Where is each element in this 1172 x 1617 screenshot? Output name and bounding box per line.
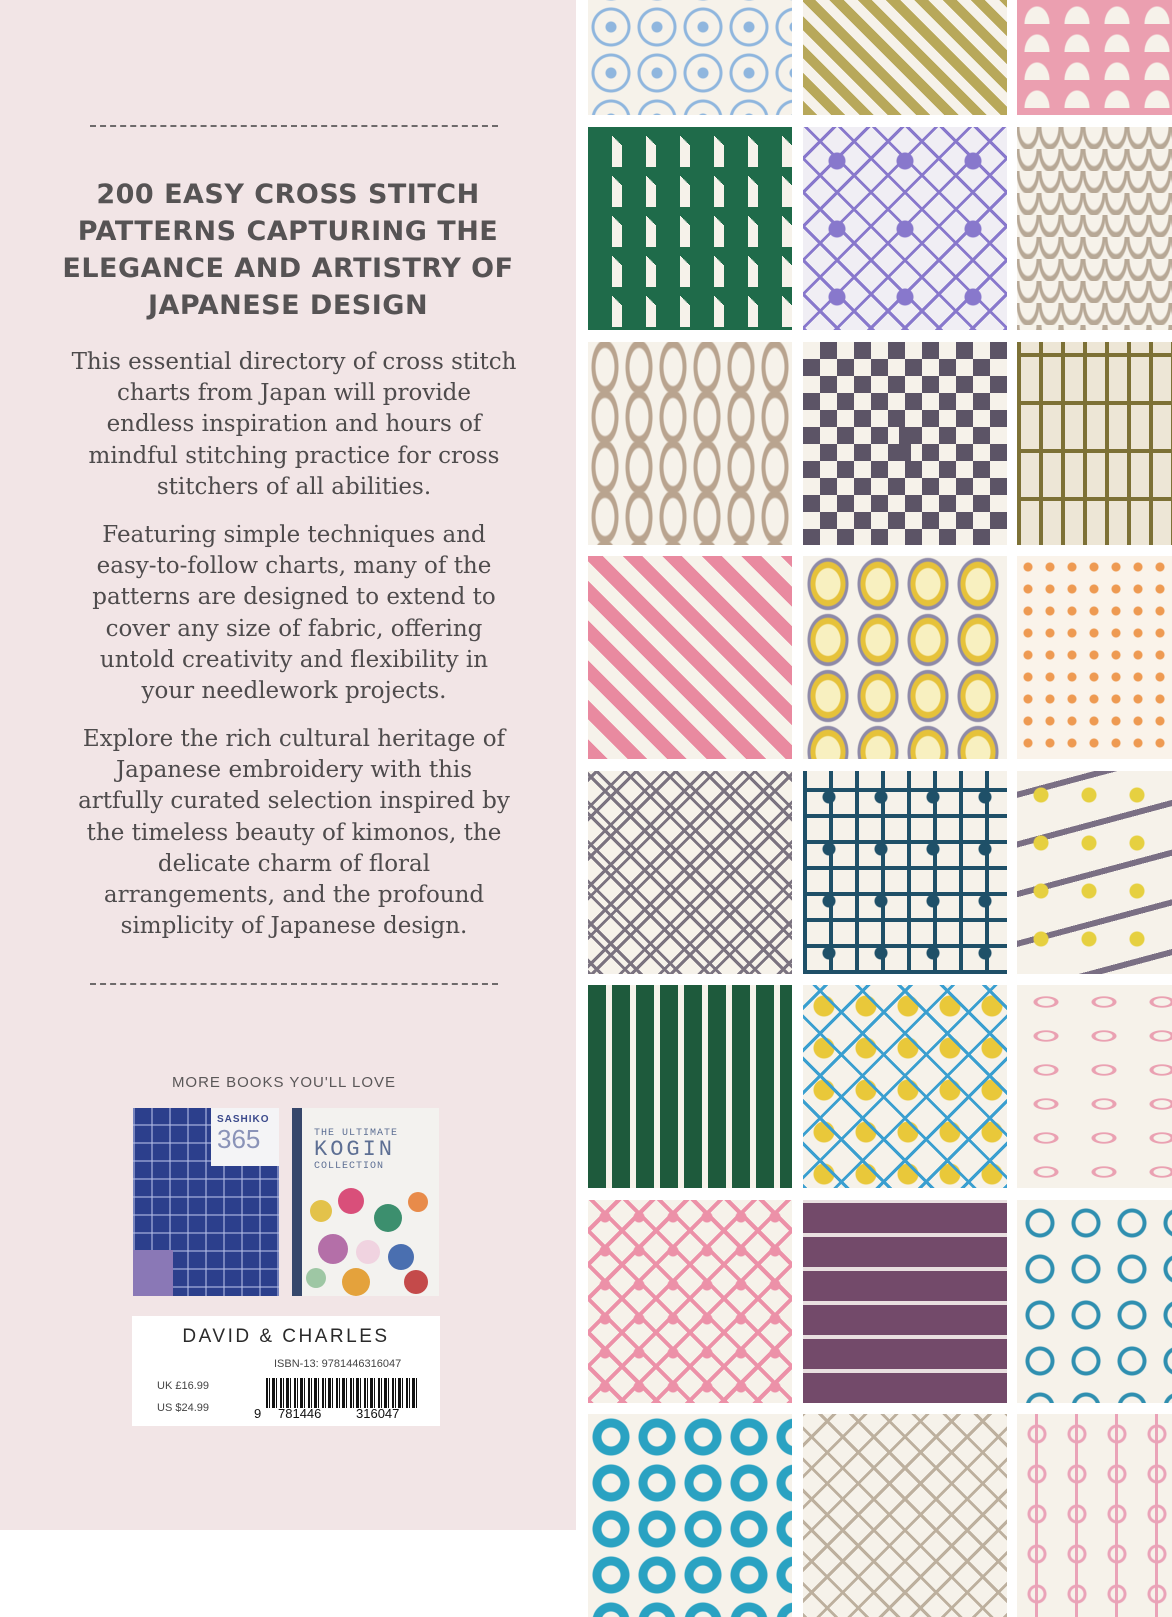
book-cover-kogin[interactable]	[292, 1108, 439, 1296]
thread-ball-icon	[310, 1200, 332, 1222]
pattern-tile	[588, 0, 792, 115]
pattern-tile	[1017, 771, 1172, 974]
book-title-small: SASHIKO	[217, 1114, 270, 1125]
pattern-tile	[803, 127, 1007, 330]
book-spine	[292, 1108, 302, 1296]
thread-ball-icon	[318, 1234, 348, 1264]
book-cover-sashiko-title	[211, 1108, 279, 1166]
book-title-top: THE ULTIMATE	[314, 1128, 399, 1139]
bottom-dashed-divider	[90, 983, 498, 985]
pattern-tile	[588, 556, 792, 759]
price-uk: UK £16.99	[157, 1380, 209, 1392]
top-dashed-divider	[90, 125, 498, 127]
book-cover-stripe	[133, 1250, 173, 1296]
barcode-digits-group2: 316047	[356, 1406, 400, 1421]
barcode-image	[266, 1378, 418, 1408]
pattern-tile	[803, 985, 1007, 1188]
barcode-box	[132, 1316, 440, 1426]
pattern-tile	[1017, 985, 1172, 1188]
pattern-tile	[1017, 1414, 1172, 1617]
pattern-tile	[588, 1414, 792, 1617]
pattern-tile	[803, 1200, 1007, 1403]
barcode-digit-lead: 9	[254, 1406, 262, 1421]
pattern-tile	[588, 342, 792, 545]
book-title-bottom: COLLECTION	[314, 1161, 385, 1172]
book-title-mid: KOGIN	[314, 1137, 396, 1162]
pattern-tile	[803, 0, 1007, 115]
book-cover-sashiko[interactable]	[133, 1108, 279, 1296]
pattern-tile	[1017, 342, 1172, 545]
pattern-tile	[1017, 556, 1172, 759]
pattern-tile	[588, 127, 792, 330]
thread-ball-icon	[306, 1268, 326, 1288]
more-books-label: MORE BOOKS YOU'LL LOVE	[171, 1074, 397, 1091]
pattern-tile	[803, 1414, 1007, 1617]
pattern-tile	[588, 1200, 792, 1403]
paragraph-intro: This essential directory of cross stitch charts from Japan will provide endless inspiration and hours of mindful stitching practice for cross stitchers of all abilities.	[71, 349, 517, 500]
thread-ball-icon	[356, 1240, 380, 1264]
thread-ball-icon	[388, 1244, 414, 1270]
pattern-tile	[803, 342, 1007, 545]
thread-ball-icon	[338, 1188, 364, 1214]
pattern-tile	[803, 556, 1007, 759]
price-us: US $24.99	[157, 1402, 209, 1414]
book-cover-kogin-title	[314, 1128, 426, 1172]
paragraph-features: Featuring simple techniques and easy-to-follow charts, many of the patterns are designed to extend to cover any size of fabric, offering untold creativity and flexibility in your needlework projects.	[92, 522, 496, 705]
text-panel	[0, 0, 576, 1530]
thread-ball-icon	[408, 1192, 428, 1212]
thread-ball-icon	[404, 1270, 428, 1294]
publisher-name: DAVID & CHARLES	[182, 1326, 390, 1347]
paragraph-explore: Explore the rich cultural heritage of Japanese embroidery with this artfully curated selection inspired by the timeless beauty of kimonos, the delicate charm of floral arrangements, and the profound simplicity of Japanese design.	[78, 726, 510, 940]
pattern-tile	[588, 771, 792, 974]
thread-ball-icon	[342, 1268, 370, 1296]
headline: 200 EASY CROSS STITCH PATTERNS CAPTURING THE ELEGANCE AND ARTISTRY OF JAPANESE DESIGN	[62, 179, 514, 321]
barcode-digits-group1: 781446	[278, 1406, 322, 1421]
pattern-tile	[803, 771, 1007, 974]
pattern-tile	[588, 985, 792, 1188]
pattern-tile	[1017, 127, 1172, 330]
thread-ball-icon	[374, 1204, 402, 1232]
book-title-big: 365	[217, 1124, 261, 1154]
pattern-tile	[1017, 0, 1172, 115]
pattern-tile	[1017, 1200, 1172, 1403]
isbn-label: ISBN-13: 9781446316047	[274, 1358, 402, 1370]
